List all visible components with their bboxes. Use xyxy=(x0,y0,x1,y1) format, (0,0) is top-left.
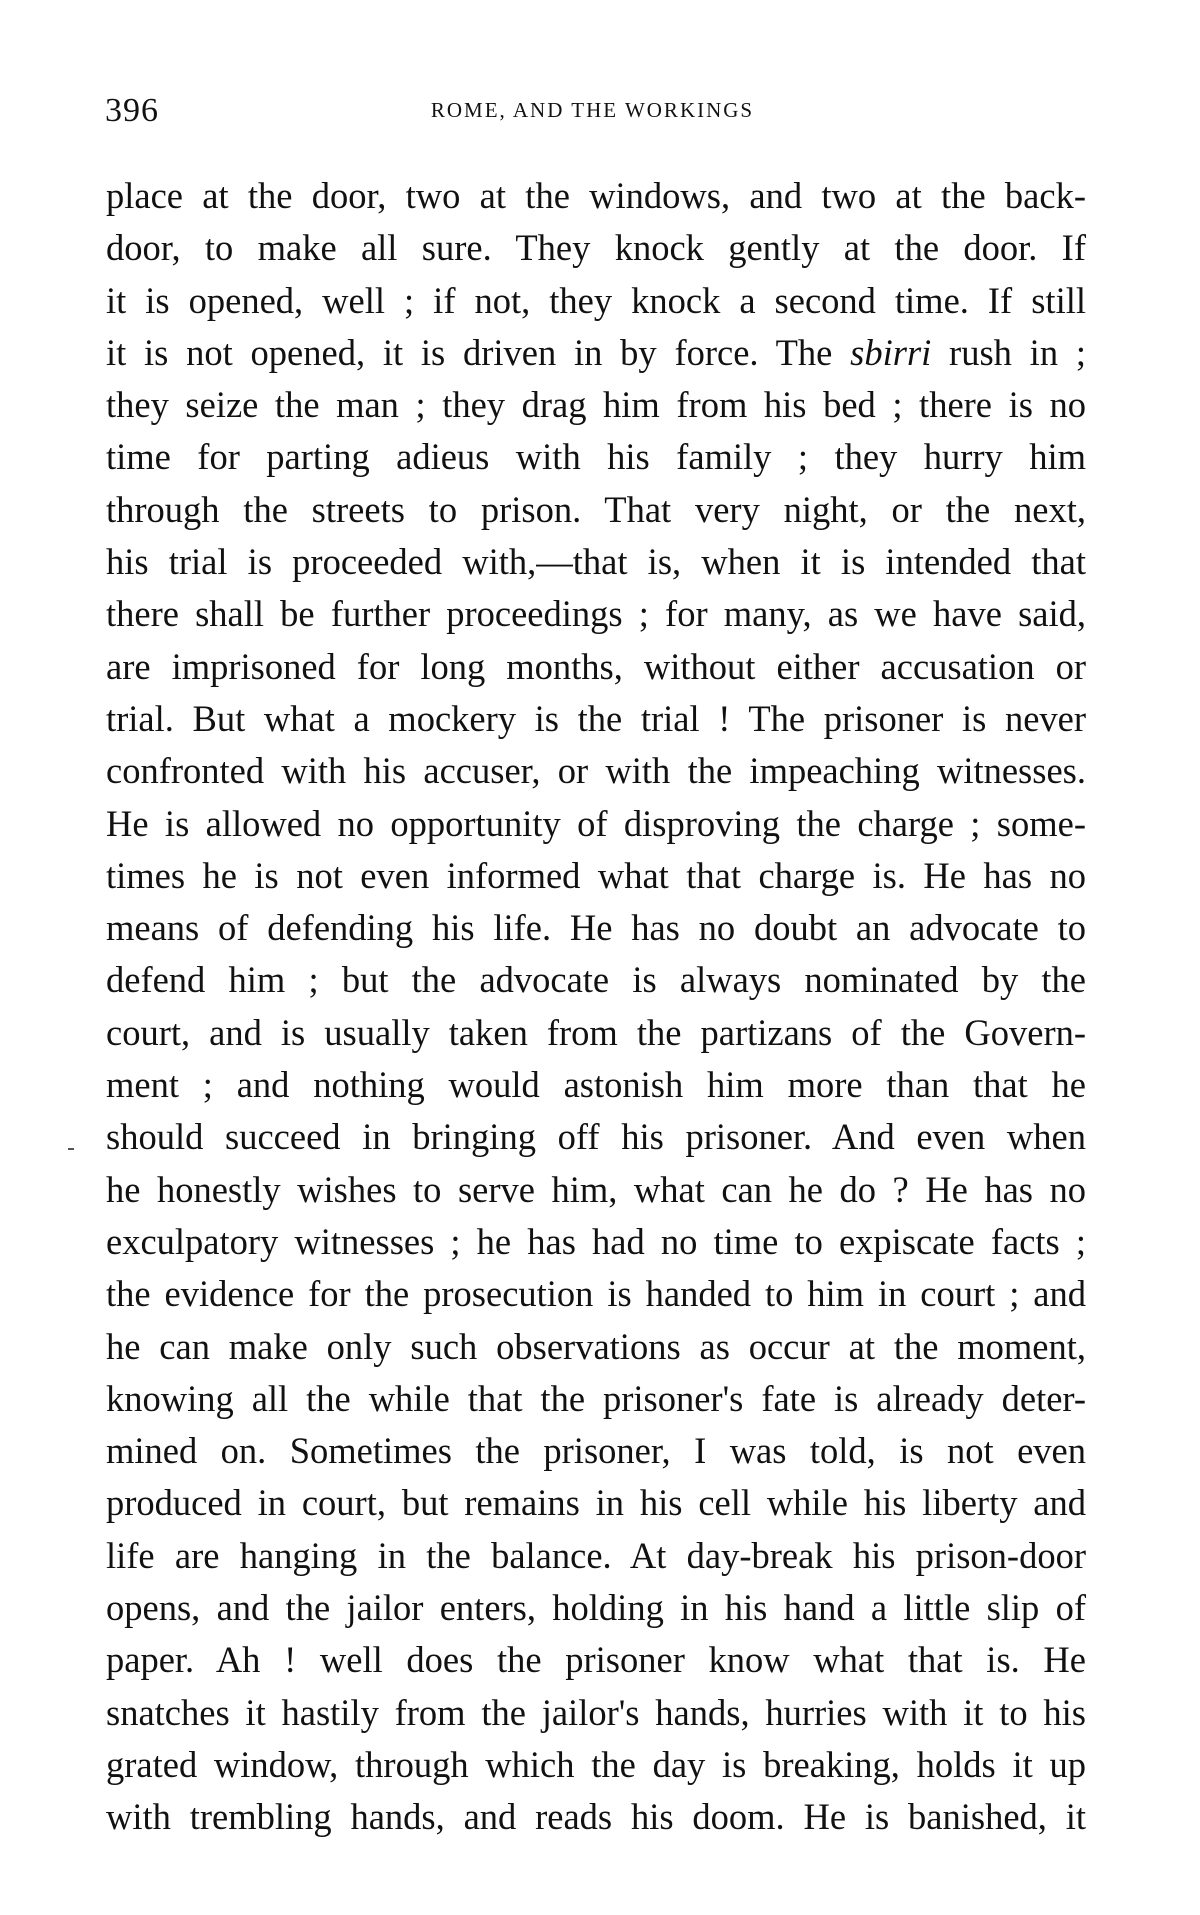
text-line: life are hanging in the balance. At day-break his prison-door xyxy=(106,1534,1086,1576)
text-line: they seize the man ; they drag him from his bed ; there is no xyxy=(106,384,1086,426)
text-line: court, and is usually taken from the partizans of the Govern- xyxy=(106,1011,1086,1053)
text-line: produced in court, but remains in his cell while his liberty and xyxy=(106,1482,1086,1524)
text-line: knowing all the while that the prisoner's fate is already deter- xyxy=(106,1377,1086,1419)
page-number: 396 xyxy=(105,92,159,129)
text-line: paper. Ah ! well does the prisoner know what that is. He xyxy=(106,1639,1086,1681)
text-line: exculpatory witnesses ; he has had no time to expiscate facts ; xyxy=(106,1220,1086,1262)
text-line: snatches it hastily from the jailor's hands, hurries with it to his xyxy=(106,1691,1086,1733)
text-line: trial. But what a mockery is the trial ! The prisoner is never xyxy=(106,697,1086,739)
text-line: ment ; and nothing would astonish him more than that he xyxy=(106,1064,1086,1106)
text-line-end: rush in ; xyxy=(931,331,1086,373)
text-line: there shall be further proceedings ; for many, as we have said, xyxy=(106,593,1086,635)
text-line: mined on. Sometimes the prisoner, I was told, is not even xyxy=(106,1430,1086,1472)
margin-mark xyxy=(68,1148,74,1150)
text-line: through the streets to prison. That very night, or the next, xyxy=(106,488,1086,530)
text-line: opens, and the jailor enters, holding in his hand a little slip of xyxy=(106,1587,1086,1629)
text-line: should succeed in bringing off his prisoner. And even when xyxy=(106,1116,1086,1158)
running-head xyxy=(105,92,1080,132)
text-line: it is opened, well ; if not, they knock a second time. If still xyxy=(106,279,1086,321)
text-line: confronted with his accuser, or with the impeaching witnesses. xyxy=(106,750,1086,792)
text-line: his trial is proceeded with,—that is, when it is intended that xyxy=(106,541,1086,583)
body-text xyxy=(106,170,1086,1844)
text-line: place at the door, two at the windows, and two at the back- xyxy=(106,175,1086,216)
text-line: grated window, through which the day is breaking, holds it up xyxy=(106,1743,1086,1785)
text-line: are imprisoned for long months, without either accusation or xyxy=(106,645,1086,687)
text-line: times he is not even informed what that charge is. He has no xyxy=(106,854,1086,896)
text-line: he honestly wishes to serve him, what can he do ? He has no xyxy=(106,1168,1086,1210)
running-title: ROME, AND THE WORKINGS xyxy=(430,98,755,122)
text-line-start: it is not opened, it is driven in by force. The xyxy=(106,331,851,373)
text-line: with trembling hands, and reads his doom. He is banished, it xyxy=(106,1796,1086,1838)
text-line: the evidence for the prosecution is handed to him in court ; and xyxy=(106,1273,1086,1315)
text-line: time for parting adieus with his family ; they hurry him xyxy=(106,436,1086,478)
text-line: door, to make all sure. They knock gently at the door. If xyxy=(106,227,1086,269)
text-line: means of defending his life. He has no doubt an advocate to xyxy=(106,907,1086,949)
text-line: He is allowed no opportunity of disproving the charge ; some- xyxy=(106,802,1086,844)
text-line xyxy=(106,327,1086,379)
text-line: he can make only such observations as occur at the moment, xyxy=(106,1325,1086,1367)
text-line: defend him ; but the advocate is always nominated by the xyxy=(106,959,1086,1001)
italic-word: sbirri xyxy=(850,331,932,373)
